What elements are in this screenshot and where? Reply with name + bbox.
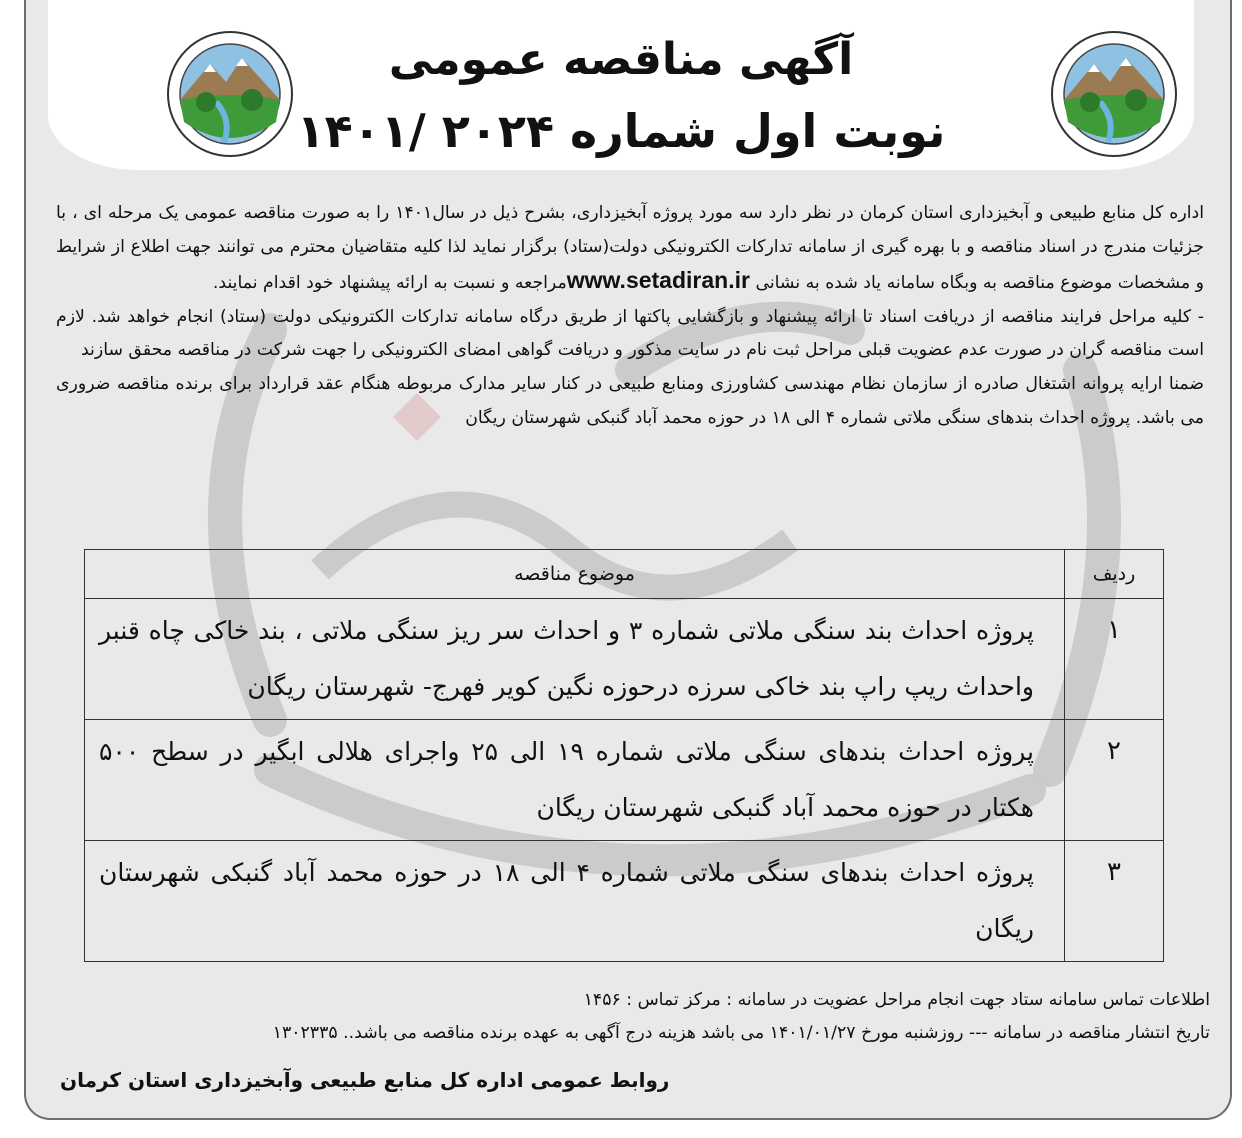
table-row [85,720,1164,841]
contact-info: اطلاعات تماس سامانه ستاد جهت انجام مراحل عضویت در سامانه : مرکز تماس : ۱۴۵۶ [583,990,1210,1010]
row-number: ۳ [1065,841,1164,962]
row-subject: پروژه احداث بند سنگی ملاتی شماره ۳ و احداث سر ریز سنگی ملاتی ، بند خاکی چاه قنبر واحداث ریپ راپ بند خاکی سرزه درحوزه نگین کویر فهرج- شهرستان ریگان [85,599,1065,720]
signature: روابط عمومی اداره کل منابع طبیعی وآبخیزداری استان کرمان [60,1068,670,1092]
notice-title: آگهی مناقصه عمومی [388,34,854,85]
row-number: ۲ [1065,720,1164,841]
table-row [85,841,1164,962]
body-paragraph-3: ضمنا ارایه پروانه اشتغال صادره از سازمان نظام مهندسی کشاورزی ومنابع طبیعی در کنار سایر مدارک مربوطه هنگام عقد قرارداد برای برنده مناقصه ضروری می باشد. پروژه احداث بندهای سنگی ملاتی شماره ۴ الی ۱۸ در حوزه محمد آباد گنبکی شهرستان ریگان [56,373,1204,428]
paragraph-1-text: اداره کل منابع طبیعی و آبخیزداری استان کرمان در نظر دارد سه مورد پروژه آبخیزداری، بشرح ذیل در سال۱۴۰۱ را به صورت مناقصه عمومی یک مرحله ای ، با جزئیات مندرج در اسناد مناقصه و با بهره گیری از سامانه تدارکات الکترونیکی دولت(ستاد) برگزار نماید لذا کلیه متقاضیان محترم می توانند جهت اطلاع از شرایط و مشخصات موضوع مناقصه به وبگاه سامانه یاد شده به نشانی [56,203,1204,294]
notice-body [56,197,1204,435]
paragraph-1-end: مراجعه و نسبت به ارائه پیشنهاد خود اقدام نمایند. [212,273,567,294]
website-link[interactable]: www.setadiran.ir [566,267,750,294]
row-subject: پروژه احداث بندهای سنگی ملاتی شماره ۱۹ الی ۲۵ واجرای هلالی ابگیر در سطح ۵۰۰ هکتار در حوزه محمد آباد گنبکی شهرستان ریگان [85,720,1065,841]
tender-table [84,549,1164,962]
body-paragraph-1 [56,197,1204,301]
body-paragraph-2: - کلیه مراحل فرایند مناقصه از دریافت اسناد تا ارائه پیشنهاد و بازگشایی پاکتها از طریق درگاه سامانه تدارکات الکترونیکی دولت (ستاد) انجام خواهد شد. لازم است مناقصه گران در صورت عدم عضویت قبلی مراحل ثبت نام در سایت مذکور و دریافت گواهی امضای الکترونیکی را جهت شرکت در مناقصه محقق سازند [56,306,1204,361]
column-header-subject: موضوع مناقصه [85,550,1065,599]
table-header-row [85,550,1164,599]
publish-info: تاریخ انتشار مناقصه در سامانه --- روزشنبه مورخ ۱۴۰۱/۰۱/۲۷ می باشد هزینه درج آگهی به عهده برنده مناقصه می باشد.. ۱۳۰۲۳۳۵ [272,1023,1210,1043]
row-subject: پروژه احداث بندهای سنگی ملاتی شماره ۴ الی ۱۸ در حوزه محمد آباد گنبکی شهرستان ریگان [85,841,1065,962]
row-number: ۱ [1065,599,1164,720]
notice-footer [60,984,1210,1050]
notice-header [48,0,1194,170]
table-row [85,599,1164,720]
column-header-number: ردیف [1065,550,1164,599]
notice-number: نوبت اول شماره ۲۰۲۴ /۱۴۰۱ [296,104,946,158]
